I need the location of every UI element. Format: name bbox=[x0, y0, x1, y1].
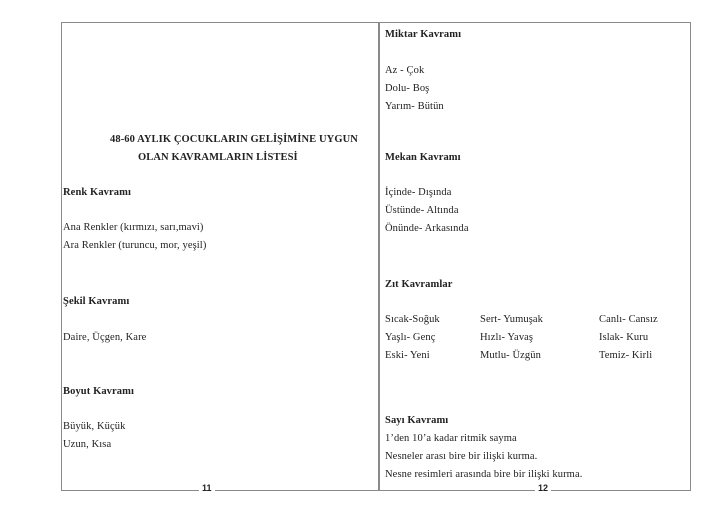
zit-cell: Islak- Kuru bbox=[599, 332, 649, 343]
page-number-right: 12 bbox=[535, 483, 551, 493]
renk-item: Ana Renkler (kırmızı, sarı,mavi) bbox=[63, 222, 204, 233]
zit-heading: Zıt Kavramlar bbox=[385, 279, 453, 290]
miktar-item: Az - Çok bbox=[385, 65, 425, 76]
page-divider bbox=[378, 22, 379, 489]
sayi-item: 1’den 10’a kadar ritmik sayma bbox=[385, 433, 517, 444]
zit-cell: Sert- Yumuşak bbox=[480, 314, 544, 325]
boyut-item: Uzun, Kısa bbox=[63, 439, 112, 450]
boyut-heading: Boyut Kavramı bbox=[63, 386, 135, 397]
miktar-item: Dolu- Boş bbox=[385, 83, 430, 94]
list-title-line2: OLAN KAVRAMLARIN LİSTESİ bbox=[138, 152, 298, 163]
zit-cell: Temiz- Kirli bbox=[599, 350, 653, 361]
sayi-item: Nesneler arası bire bir ilişki kurma. bbox=[385, 451, 538, 462]
miktar-item: Yarım- Bütün bbox=[385, 101, 444, 112]
page-number-left: 11 bbox=[199, 483, 215, 493]
zit-cell: Mutlu- Üzgün bbox=[480, 350, 541, 361]
list-title-line1: 48-60 AYLIK ÇOCUKLARIN GELİŞİMİNE UYGUN bbox=[110, 134, 358, 145]
sekil-heading: Şekil Kavramı bbox=[63, 296, 130, 307]
zit-cell: Eski- Yeni bbox=[385, 350, 430, 361]
zit-cell: Yaşlı- Genç bbox=[385, 332, 436, 343]
zit-cell: Sıcak-Soğuk bbox=[385, 314, 440, 325]
renk-heading: Renk Kavramı bbox=[63, 187, 131, 198]
mekan-item: Üstünde- Altında bbox=[385, 205, 459, 216]
zit-cell: Hızlı- Yavaş bbox=[480, 332, 534, 343]
sayi-heading: Sayı Kavramı bbox=[385, 415, 449, 426]
sayi-item: Nesne resimleri arasında bire bir ilişki kurma. bbox=[385, 469, 583, 480]
zit-cell: Canlı- Cansız bbox=[599, 314, 658, 325]
mekan-heading: Mekan Kavramı bbox=[385, 152, 461, 163]
renk-item: Ara Renkler (turuncu, mor, yeşil) bbox=[63, 240, 207, 251]
mekan-item: İçinde- Dışında bbox=[385, 187, 452, 198]
sekil-item: Daire, Üçgen, Kare bbox=[63, 332, 147, 343]
mekan-item: Önünde- Arkasında bbox=[385, 223, 469, 234]
miktar-heading: Miktar Kavramı bbox=[385, 29, 462, 40]
boyut-item: Büyük, Küçük bbox=[63, 421, 126, 432]
